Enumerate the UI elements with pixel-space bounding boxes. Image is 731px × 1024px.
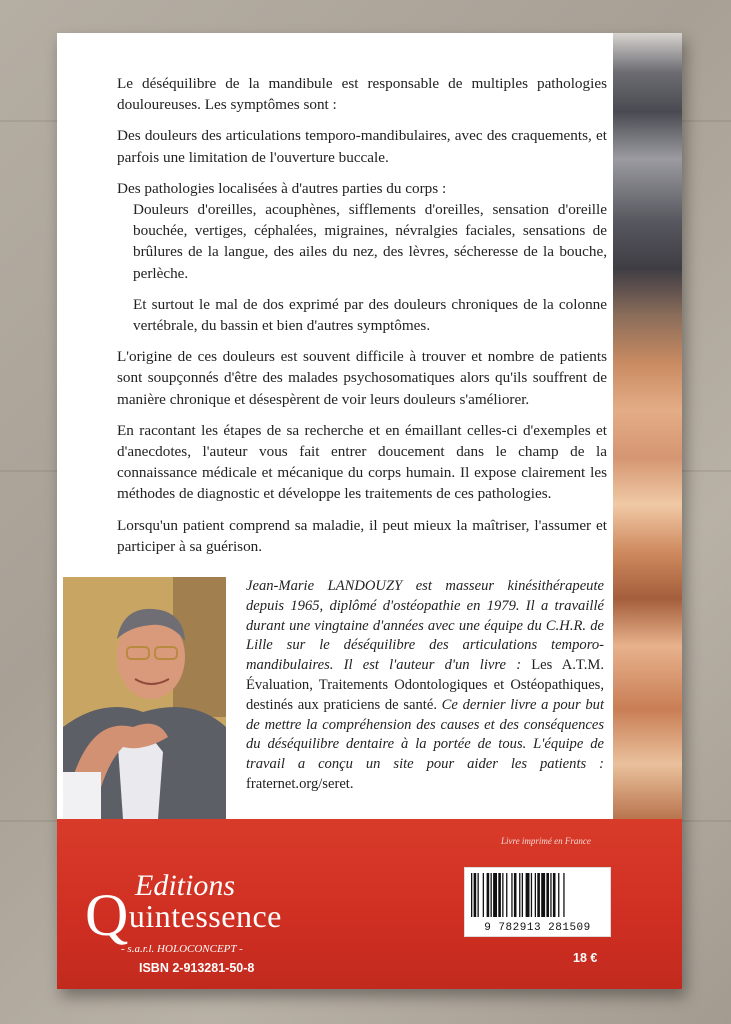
barcode-bar [526,873,530,917]
book-back-cover [57,33,682,989]
barcode-bar [491,873,492,917]
barcode-bar [537,873,540,917]
paragraph: Et surtout le mal de dos exprimé par des douleurs chroniques de la colonne vertébrale, du bassin et bien d'autres symptômes. [133,295,607,335]
barcode-bar [563,873,564,917]
barcode-bar [506,873,507,917]
publisher-subline: - s.a.r.l. HOLOCONCEPT - [121,943,243,955]
barcode-bar [522,873,523,917]
barcode-bar [498,873,501,917]
barcode-bar [553,873,556,917]
symptom-list: Douleurs d'oreilles, acouphènes, sifflements d'oreilles, sensation d'oreille bouchée, vertiges, céphalées, migraines, névralgies faciales, sensations de brûlures de la langue, des ailes du nez, des lèvres, sécheresse de la bouche, perlèche. [133,201,607,282]
paragraph: Lorsqu'un patient comprend sa maladie, il peut mieux la maîtriser, l'assumer et participer à sa guérison. [117,516,607,555]
logo-rest: uintessence [128,898,282,934]
paragraph: En racontant les étapes de sa recherche et en émaillant celles-ci d'exemples et d'anecdotes, l'auteur vous fait entrer doucement dans le champ de la connaissance médicale et mécanique du corps humain. Il expose clairement les méthodes de diagnostic et développe les traitements de ces pathologies. [117,421,607,503]
barcode-bar [474,873,477,917]
barcode-bar [535,873,536,917]
barcode-bar [511,873,512,917]
paragraph: L'origine de ces douleurs est souvent difficile à trouver et nombre de patients sont soupçonnés d'être des malades psychosomatiques alors qu'ils souffrent de manière chronique et désespèrent de voir leurs douleurs s'améliorer. [117,348,607,408]
barcode-bar [471,873,472,917]
bio-text: Jean-Marie LANDOUZY est masseur kinésithérapeute depuis 1965, diplômé d'ostéopathie en 1979. Il a travaillé durant une vingtaine d'années avec une équipe du C.H.R. de Lille sur le déséquilibre des articulations temporo-mandibulaires. Il est l'auteur d'un livre : [246,578,604,674]
book-title: Les A.T.M. Évaluation, Traitements Odontologiques et Ostéopathiques, destinés aux praticiens de santé. [246,657,605,713]
barcode-bar [546,873,549,917]
logo-editions: Editions [135,869,236,902]
barcode-bar [531,873,532,917]
barcode-bar [493,873,497,917]
website: fraternet.org/seret. [246,775,354,792]
barcode-bar [514,873,517,917]
barcode [464,867,611,937]
author-bio [246,577,604,795]
barcode-bar [541,873,545,917]
barcode-number: 9 782913 281509 [484,922,591,934]
barcode-bar [483,873,484,917]
blurb-text [117,73,607,567]
paragraph: Le déséquilibre de la mandibule est responsable de multiples pathologies douloureuses. Les symptômes sont : [117,75,607,114]
publisher-band [57,819,682,989]
author-photo [63,577,226,819]
bio-text: Ce dernier livre a pour but de mettre la compréhension des causes et des conséquences du déséquilibre dentaire à la portée de tous. L'équipe de travail a conçu un site pour aider les patients : [246,696,604,773]
barcode-bar [519,873,520,917]
isbn: ISBN 2-913281-50-8 [139,961,255,975]
barcode-bar [478,873,479,917]
printed-in-france: Livre imprimé en France [501,836,591,846]
price: 18 € [573,951,598,965]
barcode-bar [487,873,490,917]
barcode-bar [502,873,503,917]
barcode-bar [550,873,551,917]
cover-artwork-strip [613,33,682,819]
paragraph: Des douleurs des articulations temporo-mandibulaires, avec des craquements, et parfois une limitation de l'ouverture buccale. [117,127,607,166]
logo-q: Q [85,882,129,948]
barcode-bar [558,873,559,917]
paragraph: Des pathologies localisées à d'autres parties du corps : [117,179,447,197]
